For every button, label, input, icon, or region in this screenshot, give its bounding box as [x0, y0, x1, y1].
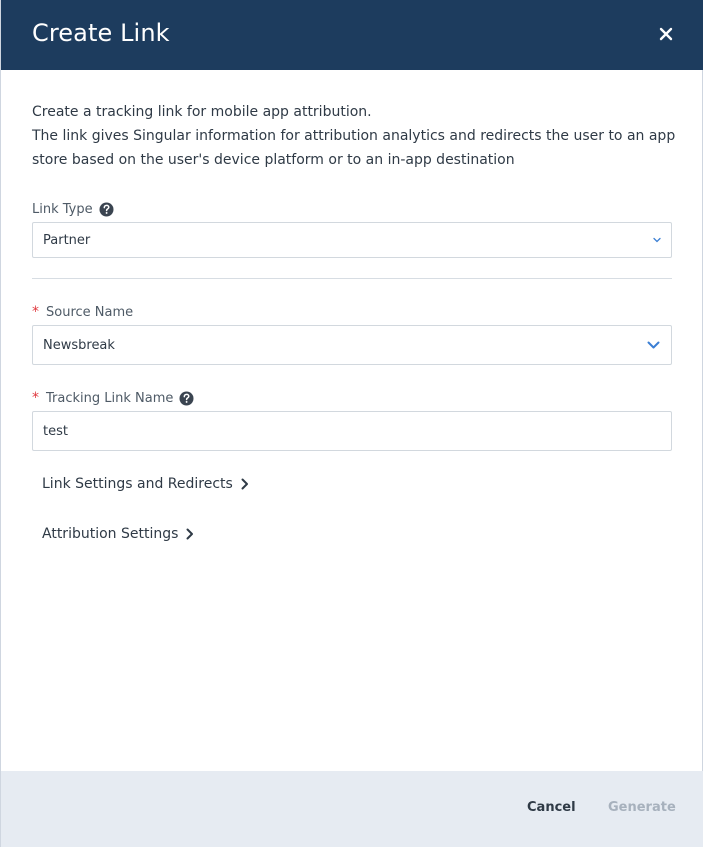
intro-line-1: Create a tracking link for mobile app attribution.	[32, 104, 372, 120]
generate-button[interactable]: Generate	[608, 800, 676, 815]
cancel-button[interactable]: Cancel	[527, 800, 576, 815]
link-type-select[interactable]	[32, 222, 672, 258]
tracking-link-name-label-text: Tracking Link Name	[46, 390, 174, 406]
modal-title: Create Link	[32, 19, 170, 47]
link-settings-label: Link Settings and Redirects	[42, 476, 233, 492]
chevron-down-icon	[653, 237, 661, 243]
source-name-value: Newsbreak	[43, 337, 115, 353]
chevron-right-icon	[241, 478, 249, 490]
intro-line-2: The link gives Singular information for attribution analytics and redirects the user to an app store based on the user's device platform or to an in-app destination	[32, 128, 676, 168]
link-settings-toggle[interactable]	[42, 476, 249, 492]
chevron-right-icon	[186, 528, 194, 540]
source-name-label-text: Source Name	[46, 304, 134, 320]
attribution-settings-label: Attribution Settings	[42, 526, 179, 542]
required-marker: *	[32, 390, 39, 406]
tracking-link-name-label	[32, 388, 194, 408]
intro-text	[32, 100, 682, 172]
question-circle-icon	[99, 202, 114, 217]
help-icon[interactable]	[179, 391, 194, 406]
close-button[interactable]	[656, 24, 676, 44]
modal-footer	[1, 771, 703, 847]
attribution-settings-toggle[interactable]	[42, 526, 194, 542]
help-icon[interactable]	[99, 202, 114, 217]
link-type-label-text: Link Type	[32, 201, 93, 217]
link-type-label	[32, 199, 114, 219]
tracking-link-name-input[interactable]	[43, 424, 671, 439]
chevron-down-icon	[647, 341, 660, 349]
section-divider	[32, 278, 672, 279]
modal-body	[1, 70, 703, 771]
source-name-label	[32, 302, 133, 322]
link-type-value: Partner	[43, 232, 91, 248]
question-circle-icon	[179, 391, 194, 406]
source-name-select[interactable]	[32, 325, 672, 365]
tracking-link-name-field[interactable]	[32, 411, 672, 451]
modal-header	[1, 0, 703, 70]
required-marker: *	[32, 304, 39, 320]
close-icon	[656, 24, 676, 44]
